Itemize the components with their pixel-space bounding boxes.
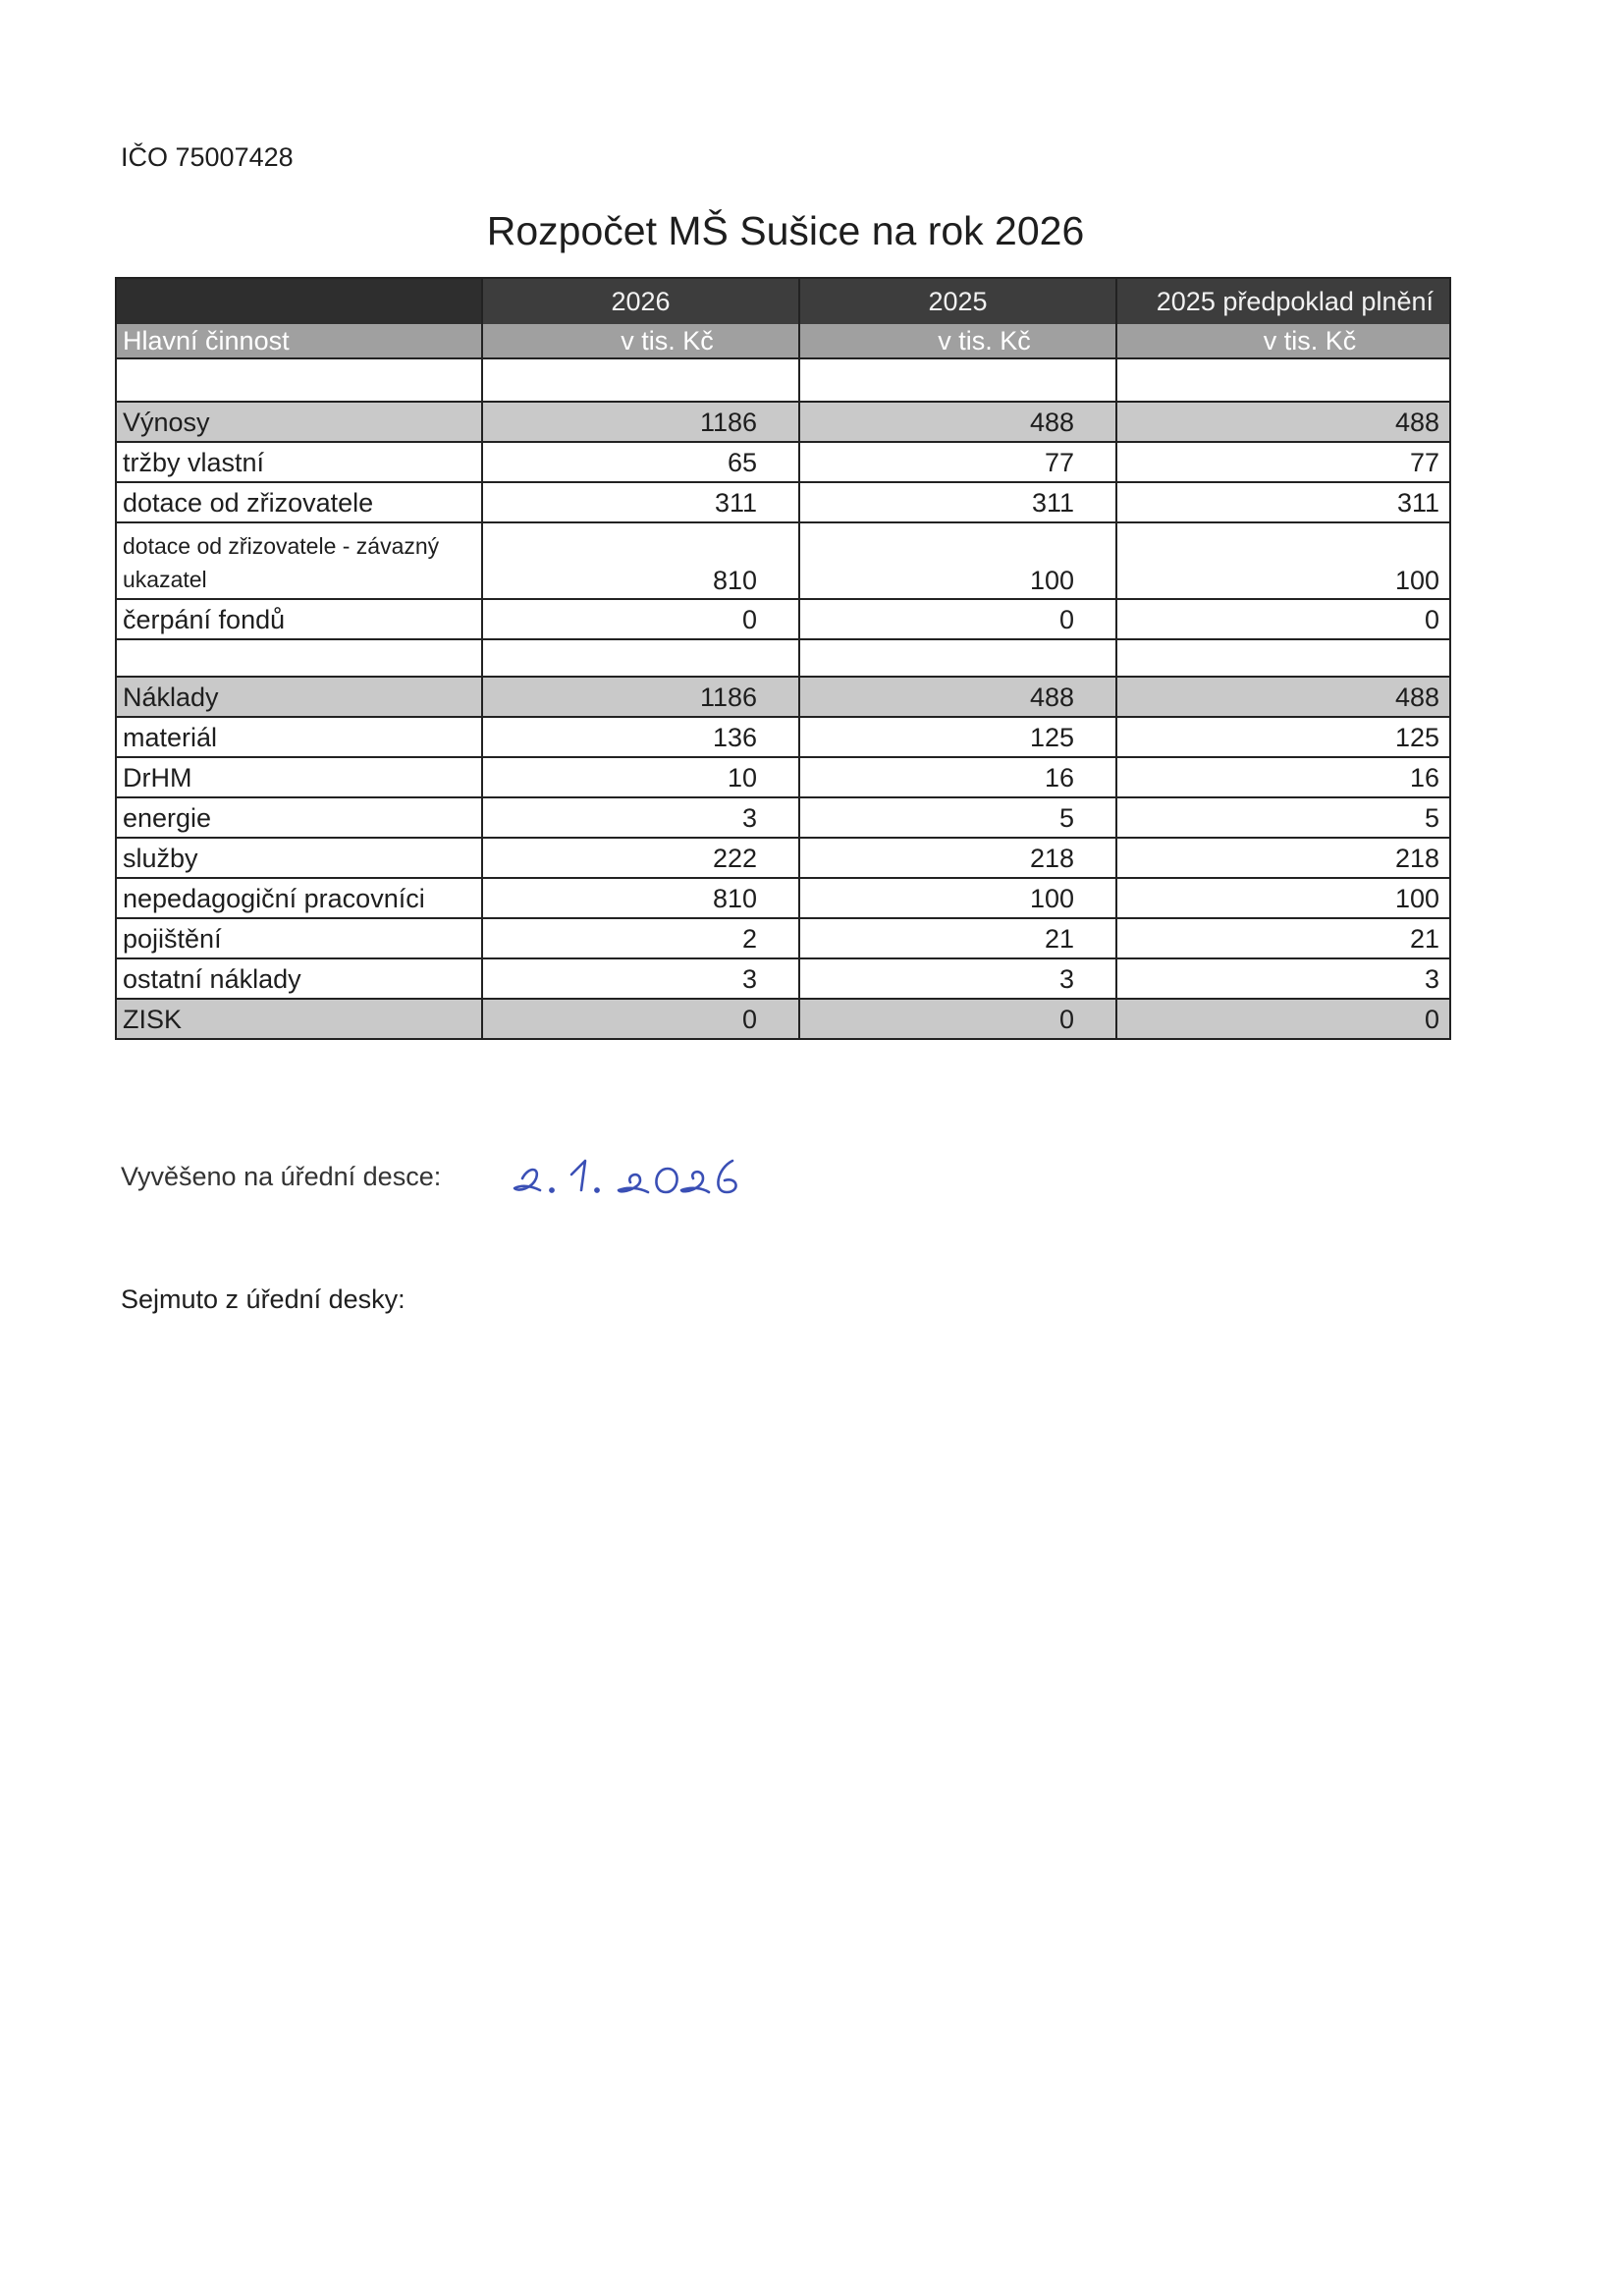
row-label: ostatní náklady xyxy=(116,958,482,999)
header-2025-expected: 2025 předpoklad plnění xyxy=(1116,278,1450,324)
value-cell: 125 xyxy=(1116,717,1450,757)
row-label: energie xyxy=(116,797,482,838)
header-row-units xyxy=(116,324,1450,358)
row-label: dotace od zřizovatele - závazný ukazatel xyxy=(116,522,482,599)
removed-label: Sejmuto z úřední desky: xyxy=(121,1285,406,1314)
value-cell: 21 xyxy=(799,918,1116,958)
header-2026: 2026 xyxy=(482,278,799,324)
row-label: dotace od zřizovatele xyxy=(116,482,482,522)
value-cell: 136 xyxy=(482,717,799,757)
value-cell: 3 xyxy=(482,958,799,999)
value-cell: 3 xyxy=(799,958,1116,999)
value-cell: 1186 xyxy=(482,677,799,717)
value-cell: 5 xyxy=(799,797,1116,838)
value-cell: 488 xyxy=(799,402,1116,442)
value-cell: 100 xyxy=(799,878,1116,918)
costs-total-row xyxy=(116,677,1450,717)
header-corner xyxy=(116,278,482,324)
value-cell: 0 xyxy=(1116,999,1450,1039)
ico-number: IČO 75007428 xyxy=(121,142,294,172)
value-cell: 125 xyxy=(799,717,1116,757)
revenue-total-row xyxy=(116,402,1450,442)
row-label: DrHM xyxy=(116,757,482,797)
value-cell: 0 xyxy=(482,999,799,1039)
value-cell: 77 xyxy=(799,442,1116,482)
budget-table xyxy=(115,277,1451,1040)
value-cell: 5 xyxy=(1116,797,1450,838)
value-cell: 21 xyxy=(1116,918,1450,958)
value-cell: 218 xyxy=(1116,838,1450,878)
costs-label: Náklady xyxy=(116,677,482,717)
profit-label: ZISK xyxy=(116,999,482,1039)
value-cell: 16 xyxy=(799,757,1116,797)
value-cell: 810 xyxy=(482,878,799,918)
value-cell: 488 xyxy=(1116,402,1450,442)
value-cell: 3 xyxy=(482,797,799,838)
value-cell: 10 xyxy=(482,757,799,797)
revenue-label: Výnosy xyxy=(116,402,482,442)
value-cell: 3 xyxy=(1116,958,1450,999)
value-cell: 0 xyxy=(1116,599,1450,639)
value-cell: 2 xyxy=(482,918,799,958)
table-row xyxy=(116,717,1450,757)
value-cell: 311 xyxy=(482,482,799,522)
value-cell: 222 xyxy=(482,838,799,878)
profit-row xyxy=(116,999,1450,1039)
table-row xyxy=(116,482,1450,522)
document-title: Rozpočet MŠ Sušice na rok 2026 xyxy=(486,208,1085,253)
table-row xyxy=(116,918,1450,958)
unit-label: v tis. Kč xyxy=(799,324,1116,358)
row-label: nepedagogiční pracovníci xyxy=(116,878,482,918)
value-cell: 16 xyxy=(1116,757,1450,797)
row-label: materiál xyxy=(116,717,482,757)
value-cell: 311 xyxy=(799,482,1116,522)
table-row xyxy=(116,878,1450,918)
header-2025: 2025 xyxy=(799,278,1116,324)
spacer-row xyxy=(116,639,1450,677)
table-row xyxy=(116,958,1450,999)
value-cell: 100 xyxy=(799,522,1116,599)
value-cell: 77 xyxy=(1116,442,1450,482)
value-cell: 65 xyxy=(482,442,799,482)
value-cell: 1186 xyxy=(482,402,799,442)
value-cell: 218 xyxy=(799,838,1116,878)
value-cell: 0 xyxy=(482,599,799,639)
value-cell: 810 xyxy=(482,522,799,599)
table-row xyxy=(116,797,1450,838)
handwritten-posted-date xyxy=(511,1139,785,1208)
spacer-row xyxy=(116,358,1450,402)
row-label: služby xyxy=(116,838,482,878)
row-label-main-activity: Hlavní činnost xyxy=(116,324,482,358)
table-row xyxy=(116,522,1450,599)
value-cell: 0 xyxy=(799,599,1116,639)
table-row xyxy=(116,838,1450,878)
value-cell: 100 xyxy=(1116,522,1450,599)
value-cell: 488 xyxy=(799,677,1116,717)
unit-label: v tis. Kč xyxy=(1116,324,1450,358)
posted-label: Vyvěšeno na úřední desce: xyxy=(121,1162,442,1191)
table-row xyxy=(116,757,1450,797)
table-row xyxy=(116,442,1450,482)
unit-label: v tis. Kč xyxy=(482,324,799,358)
value-cell: 488 xyxy=(1116,677,1450,717)
header-row-years xyxy=(116,278,1450,324)
row-label: pojištění xyxy=(116,918,482,958)
row-label: tržby vlastní xyxy=(116,442,482,482)
value-cell: 100 xyxy=(1116,878,1450,918)
value-cell: 0 xyxy=(799,999,1116,1039)
value-cell: 311 xyxy=(1116,482,1450,522)
row-label: čerpání fondů xyxy=(116,599,482,639)
table-row xyxy=(116,599,1450,639)
